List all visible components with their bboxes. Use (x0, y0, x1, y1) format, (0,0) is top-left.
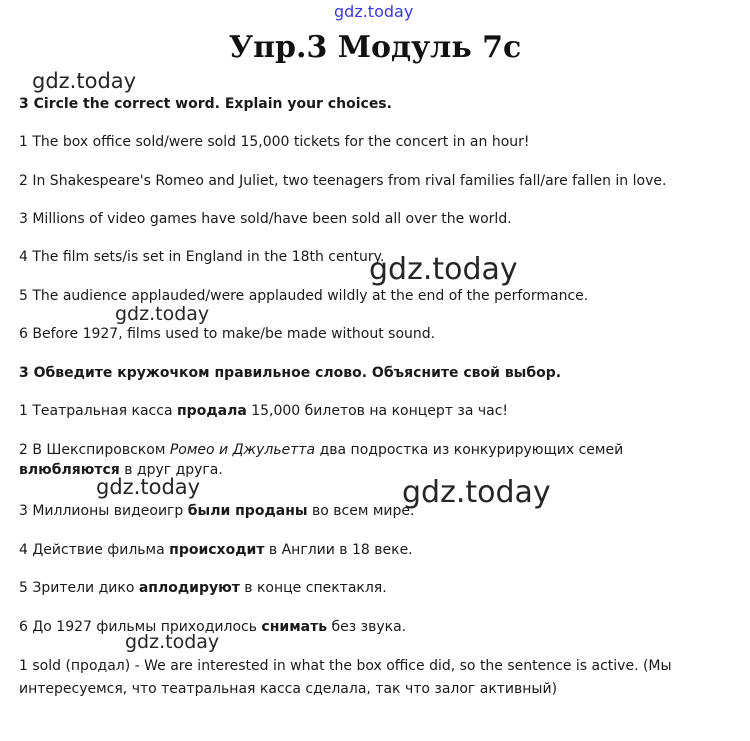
ru-item: 5 Зрители дико аплодируют в конце спектакля. (19, 580, 387, 596)
ru-heading: 3 Обведите кружочком правильное слово. Объясните свой выбор. (19, 365, 562, 381)
answer-line: 1 sold (продал) - We are interested in what the box office did, so the sentence is active. (Мы (19, 658, 672, 674)
ru-item: 4 Действие фильма происходит в Англии в 18 веке. (19, 542, 413, 558)
ru-item: 3 Миллионы видеоигр были проданы во всем мире. (19, 503, 415, 519)
en-heading: 3 Circle the correct word. Explain your choices. (19, 96, 392, 112)
ru-item: 1 Театральная касса продала 15,000 билетов на концерт за час! (19, 403, 509, 419)
watermark: gdz.today (369, 252, 518, 287)
en-item: 1 The box office sold/were sold 15,000 tickets for the concert in an hour! (19, 134, 530, 150)
ru-item: 2 В Шекспировском Ромео и Джульетта два подростка из конкурирующих семей влюбляются в друг друга. (19, 442, 624, 478)
en-item: 4 The film sets/is set in England in the 18th century. (19, 249, 385, 265)
answer-line: интересуемся, что театральная касса сделала, так что залог активный) (19, 681, 558, 697)
watermark: gdz.today (32, 69, 137, 93)
en-item: 6 Before 1927, films used to make/be made without sound. (19, 326, 436, 342)
page-title: Упр.3 Модуль 7с (228, 30, 522, 65)
en-item: 2 In Shakespeare's Romeo and Juliet, two teenagers from rival families fall/are fallen in love. (19, 173, 667, 189)
watermark: gdz.today (115, 303, 210, 325)
en-item: 5 The audience applauded/were applauded wildly at the end of the performance. (19, 288, 589, 304)
watermark: gdz.today (96, 475, 201, 499)
watermark: gdz.today (125, 631, 220, 653)
watermark: gdz.today (402, 475, 551, 510)
en-item: 3 Millions of video games have sold/have been sold all over the world. (19, 211, 512, 227)
watermark-top: gdz.today (334, 2, 414, 21)
ru-item: 6 До 1927 фильмы приходилось снимать без звука. (19, 619, 407, 635)
